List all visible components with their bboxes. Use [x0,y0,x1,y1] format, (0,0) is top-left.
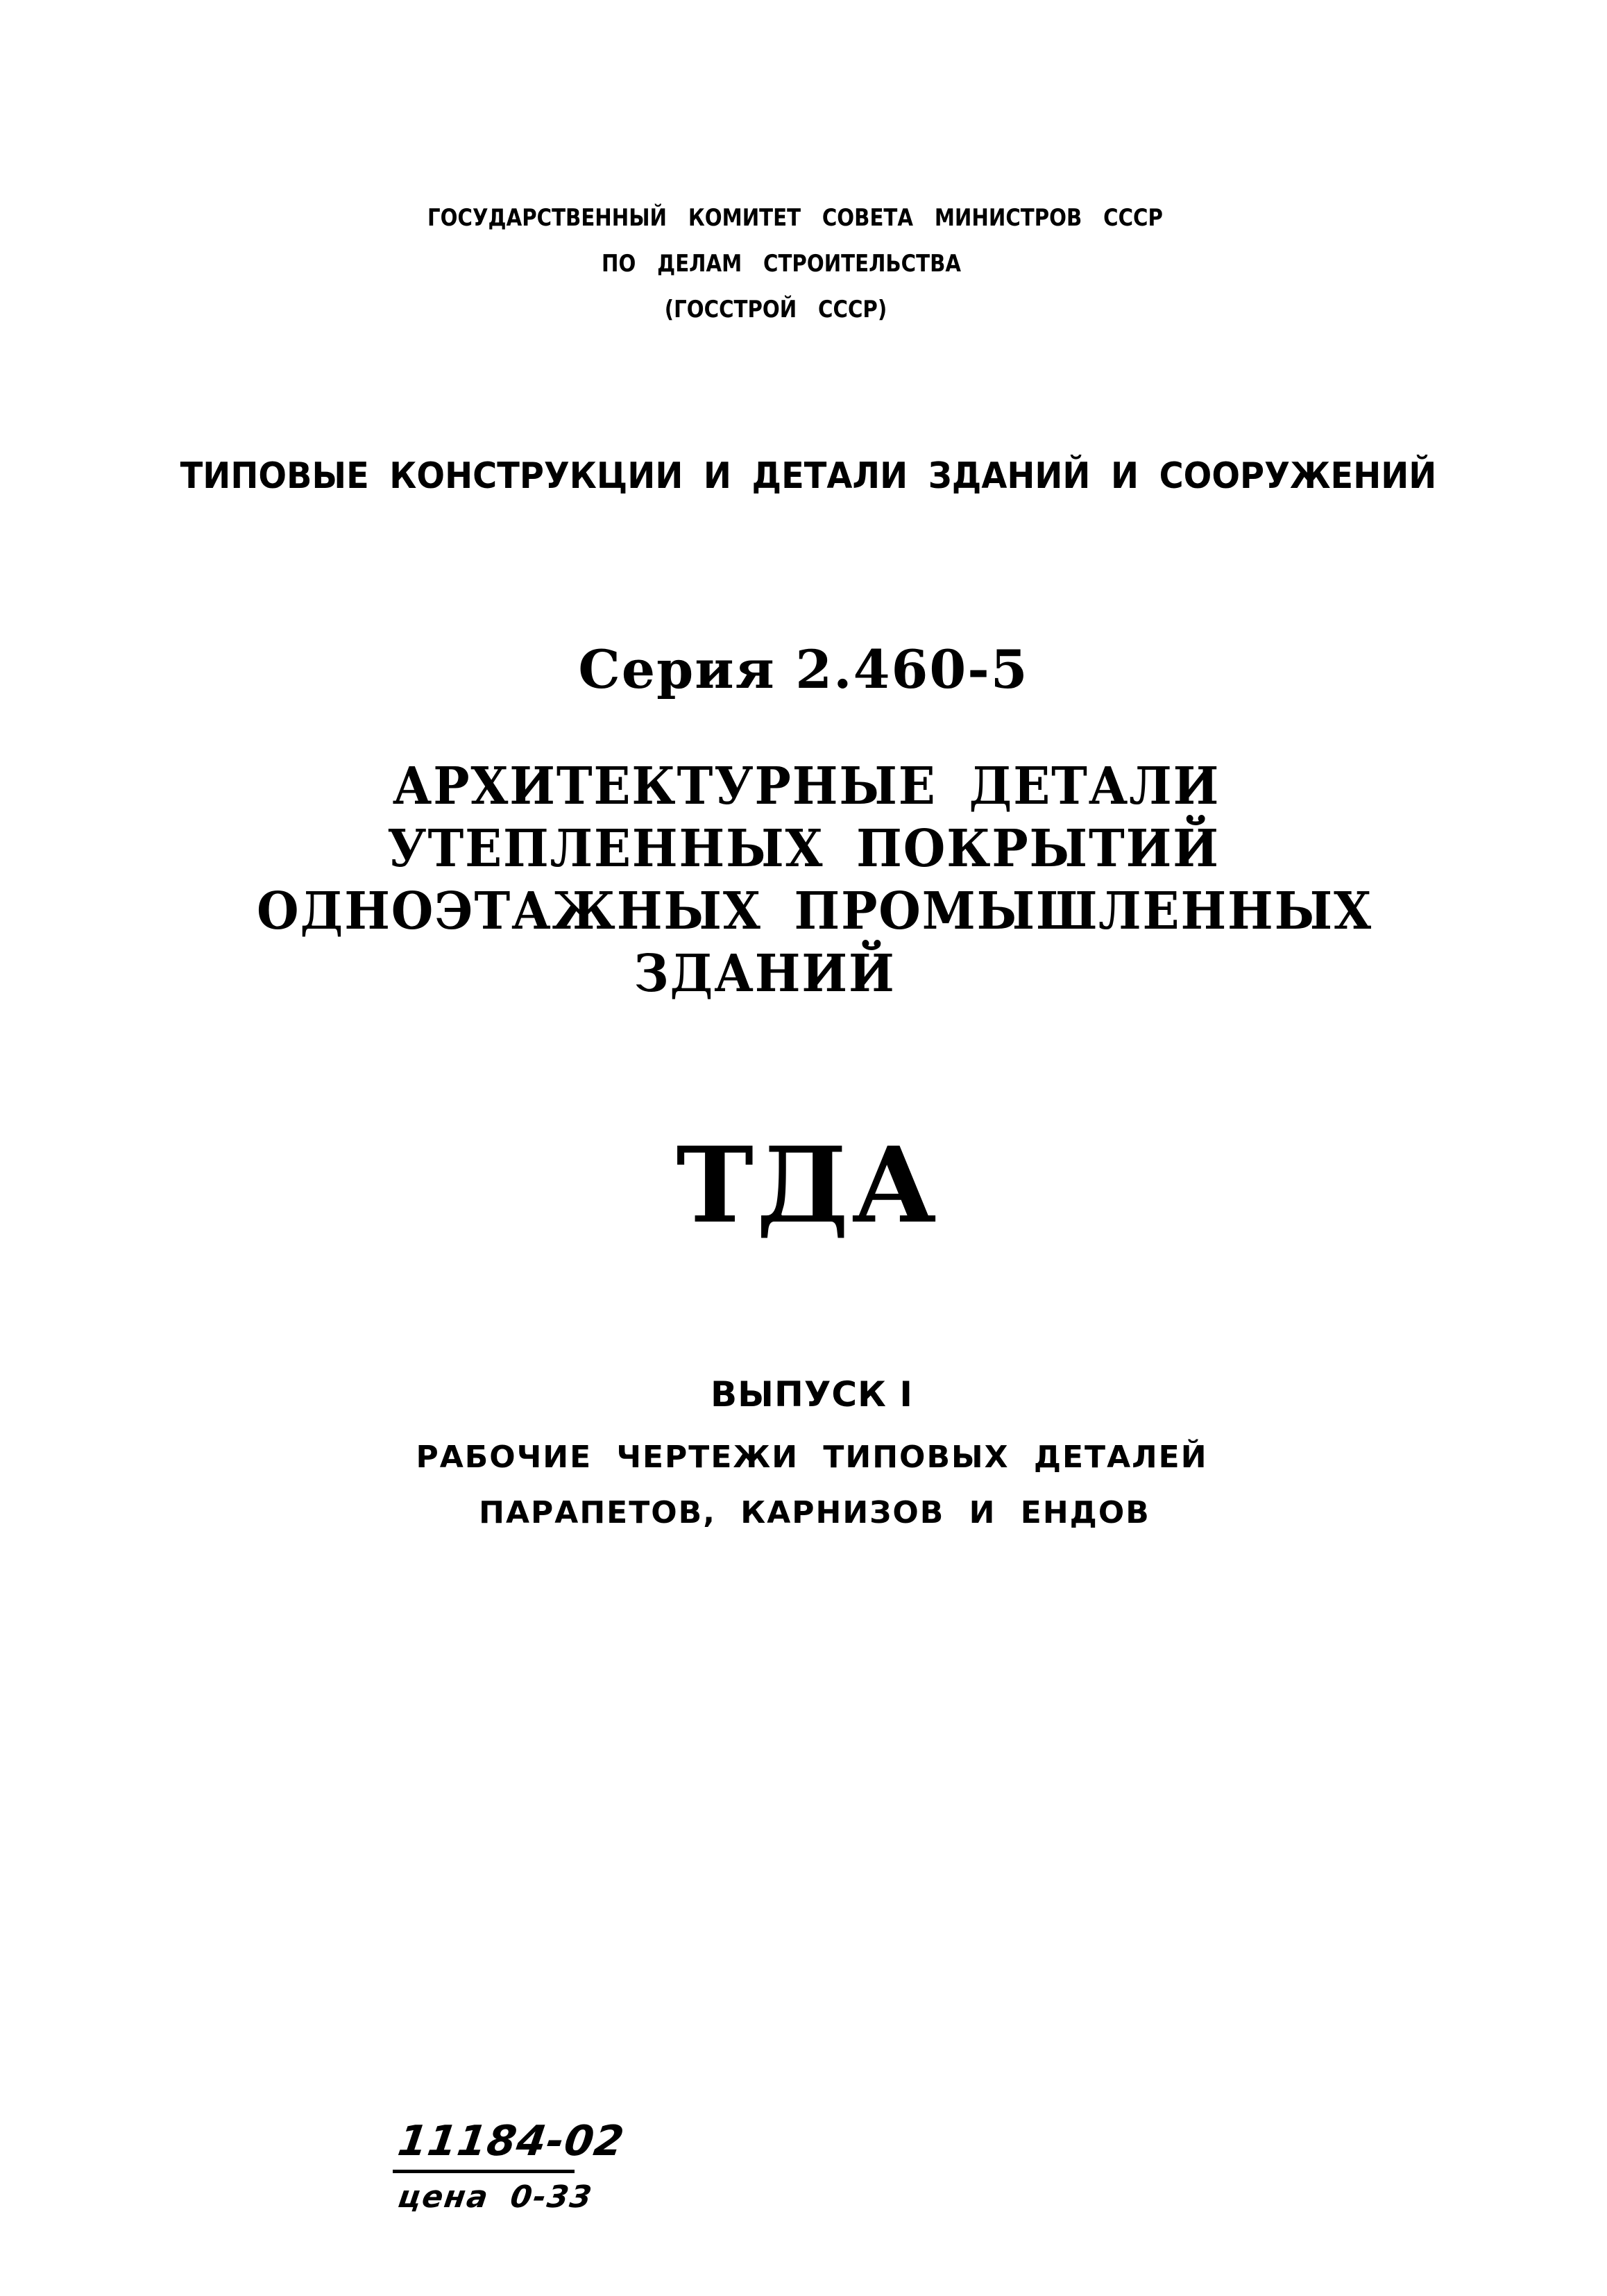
issue-subtitle-line-2: ПАРАПЕТОВ, КАРНИЗОВ И ЕНДОВ [479,1495,1150,1530]
document-code: ТДА [676,1124,939,1247]
series-number: Серия 2.460-5 [578,639,1029,700]
ministry-line-1: ГОСУДАРСТВЕННЫЙ КОМИТЕТ СОВЕТА МИНИСТРОВ СССР [427,204,1163,232]
document-title-line-2: УТЕПЛЕННЫХ ПОКРЫТИЙ [387,819,1220,879]
document-title-line-3: ОДНОЭТАЖНЫХ ПРОМЫШЛЕННЫХ [257,881,1372,941]
handwritten-underline [393,2170,575,2173]
document-title-line-4: ЗДАНИЙ [634,944,896,1004]
ministry-line-3: (ГОССТРОЙ СССР) [664,296,887,323]
handwritten-inventory-number: 11184-02 [395,2117,628,2166]
issue-subtitle-line-1: РАБОЧИЕ ЧЕРТЕЖИ ТИПОВЫХ ДЕТАЛЕЙ [416,1440,1208,1475]
handwritten-price: цена 0-33 [396,2179,595,2215]
ministry-line-2: ПО ДЕЛАМ СТРОИТЕЛЬСТВА [602,250,961,278]
series-heading: ТИПОВЫЕ КОНСТРУКЦИИ И ДЕТАЛИ ЗДАНИЙ И СООРУЖЕНИЙ [180,455,1437,497]
document-title-line-1: АРХИТЕКТУРНЫЕ ДЕТАЛИ [392,757,1221,816]
issue-label: ВЫПУСК I [711,1374,913,1415]
